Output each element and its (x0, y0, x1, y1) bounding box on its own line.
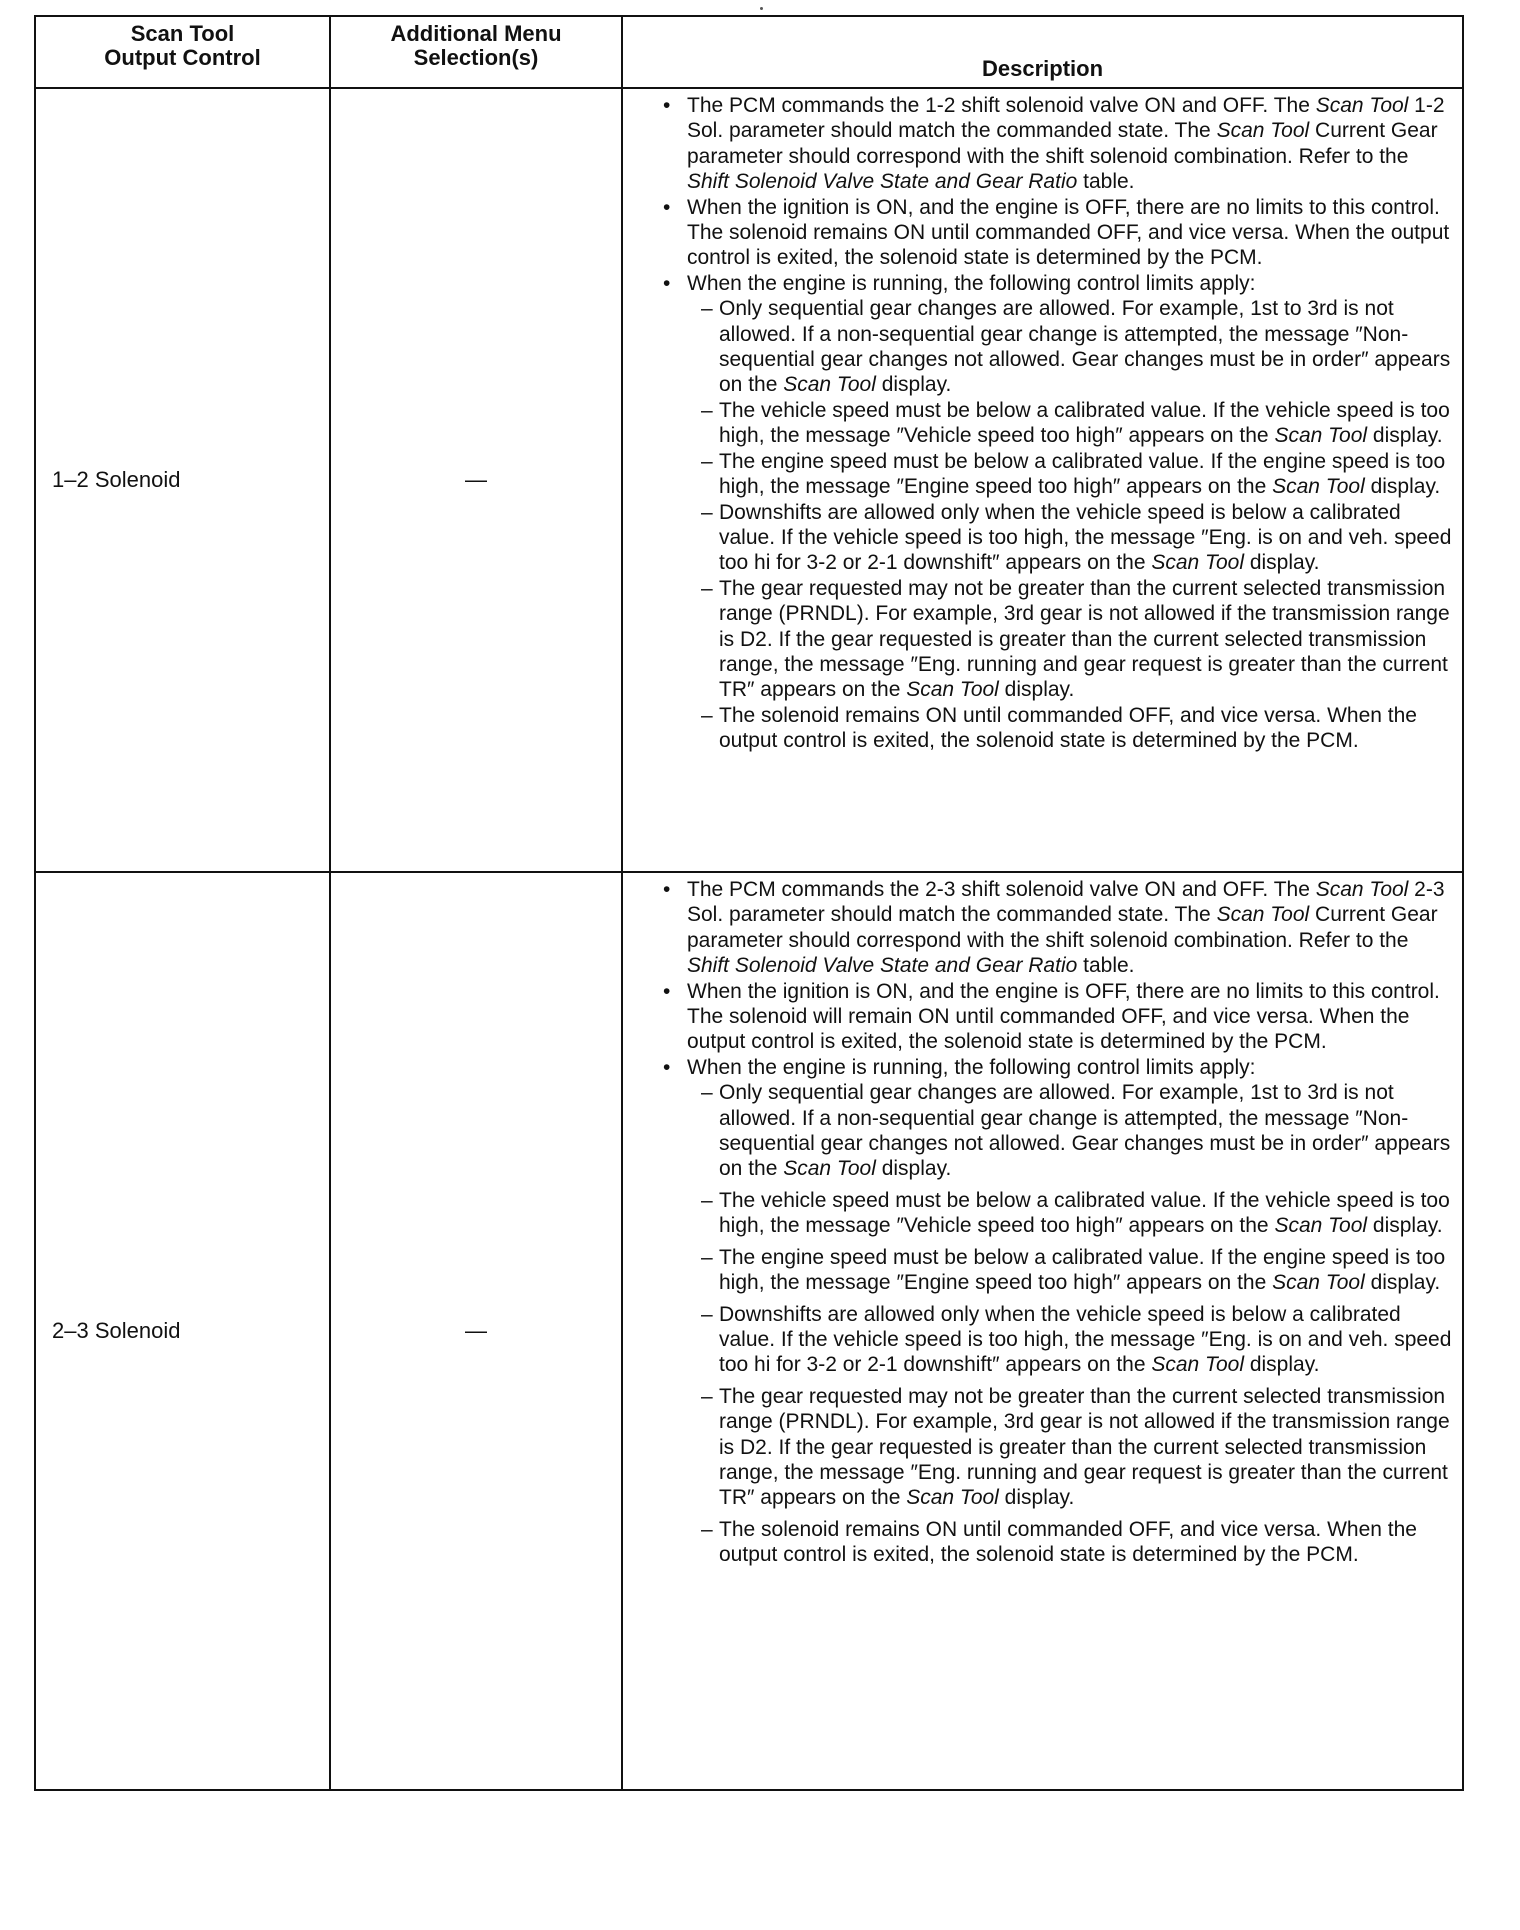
menu-selection-cell: — (330, 872, 622, 1790)
output-control-cell: 2–3 Solenoid (35, 872, 330, 1790)
bullet-item: • When the engine is running, the following control limits apply: (657, 271, 1454, 296)
sub-item: – The solenoid remains ON until commanded OFF, and vice versa. When the output control is exited, the solenoid state is determined by the PCM. (657, 703, 1454, 754)
description-cell (622, 872, 1463, 1790)
header-output-control-line1: Scan Tool (130, 21, 235, 46)
sub-item: – The vehicle speed must be below a calibrated value. If the vehicle speed is too high, the message ″Vehicle speed too high″ appears on the Scan Tool display. (657, 1188, 1454, 1239)
sub-item: – Only sequential gear changes are allowed. For example, 1st to 3rd is not allowed. If a non-sequential gear change is attempted, the message ″Non-sequential gear changes not allowed. Gear changes must be in order″ appears on the Scan Tool display. (657, 1080, 1454, 1182)
header-additional-menu-line1: Additional Menu (390, 21, 562, 46)
sub-item: – The engine speed must be below a calibrated value. If the engine speed is too high, the message ″Engine speed too high″ appears on the Scan Tool display. (657, 449, 1454, 500)
header-additional-menu (330, 16, 622, 88)
description-cell (622, 88, 1463, 872)
table-row (35, 872, 1463, 1790)
scan-speck (760, 7, 763, 10)
sub-item: – The gear requested may not be greater than the current selected transmission range (PRNDL). For example, 3rd gear is not allowed if the transmission range is D2. If the gear requested is greater than the current selected transmission range, the message ″Eng. running and gear request is greater than the current TR″ appears on the Scan Tool display. (657, 1384, 1454, 1511)
header-output-control-line2: Output Control (104, 45, 261, 70)
sub-item: – The vehicle speed must be below a calibrated value. If the vehicle speed is too high, the message ″Vehicle speed too high″ appears on the Scan Tool display. (657, 398, 1454, 449)
table-row (35, 88, 1463, 872)
header-output-control (35, 16, 330, 88)
output-control-table (34, 15, 1464, 1791)
sub-item: – Downshifts are allowed only when the vehicle speed is below a calibrated value. If the vehicle speed is too high, the message ″Eng. is on and veh. speed too hi for 3-2 or 2-1 downshift″ appears on the Scan Tool display. (657, 500, 1454, 576)
bullet-item: • The PCM commands the 2-3 shift solenoid valve ON and OFF. The Scan Tool 2-3 Sol. parameter should match the commanded state. The Scan Tool Current Gear parameter should correspond with the shift solenoid combination. Refer to the Shift Solenoid Valve State and Gear Ratio table. (657, 877, 1454, 979)
menu-selection-cell: — (330, 88, 622, 872)
sub-item: – Only sequential gear changes are allowed. For example, 1st to 3rd is not allowed. If a non-sequential gear change is attempted, the message ″Non-sequential gear changes not allowed. Gear changes must be in order″ appears on the Scan Tool display. (657, 296, 1454, 398)
table-header-row (35, 16, 1463, 88)
bullet-item: • The PCM commands the 1-2 shift solenoid valve ON and OFF. The Scan Tool 1-2 Sol. parameter should match the commanded state. The Scan Tool Current Gear parameter should correspond with the shift solenoid combination. Refer to the Shift Solenoid Valve State and Gear Ratio table. (657, 93, 1454, 195)
sub-item: – Downshifts are allowed only when the vehicle speed is below a calibrated value. If the vehicle speed is too high, the message ″Eng. is on and veh. speed too hi for 3-2 or 2-1 downshift″ appears on the Scan Tool display. (657, 1302, 1454, 1378)
sub-item: – The solenoid remains ON until commanded OFF, and vice versa. When the output control is exited, the solenoid state is determined by the PCM. (657, 1517, 1454, 1568)
bullet-item: • When the engine is running, the following control limits apply: (657, 1055, 1454, 1080)
bullet-item: • When the ignition is ON, and the engine is OFF, there are no limits to this control. The solenoid will remain ON until commanded OFF, and vice versa. When the output control is exited, the solenoid state is determined by the PCM. (657, 979, 1454, 1055)
header-additional-menu-line2: Selection(s) (413, 45, 539, 70)
sub-item: – The engine speed must be below a calibrated value. If the engine speed is too high, the message ″Engine speed too high″ appears on the Scan Tool display. (657, 1245, 1454, 1296)
header-description: Description (622, 16, 1463, 88)
bullet-item: • When the ignition is ON, and the engine is OFF, there are no limits to this control. The solenoid remains ON until commanded OFF, and vice versa. When the output control is exited, the solenoid state is determined by the PCM. (657, 195, 1454, 271)
sub-item: – The gear requested may not be greater than the current selected transmission range (PRNDL). For example, 3rd gear is not allowed if the transmission range is D2. If the gear requested is greater than the current selected transmission range, the message ″Eng. running and gear request is greater than the current TR″ appears on the Scan Tool display. (657, 576, 1454, 703)
output-control-cell: 1–2 Solenoid (35, 88, 330, 872)
